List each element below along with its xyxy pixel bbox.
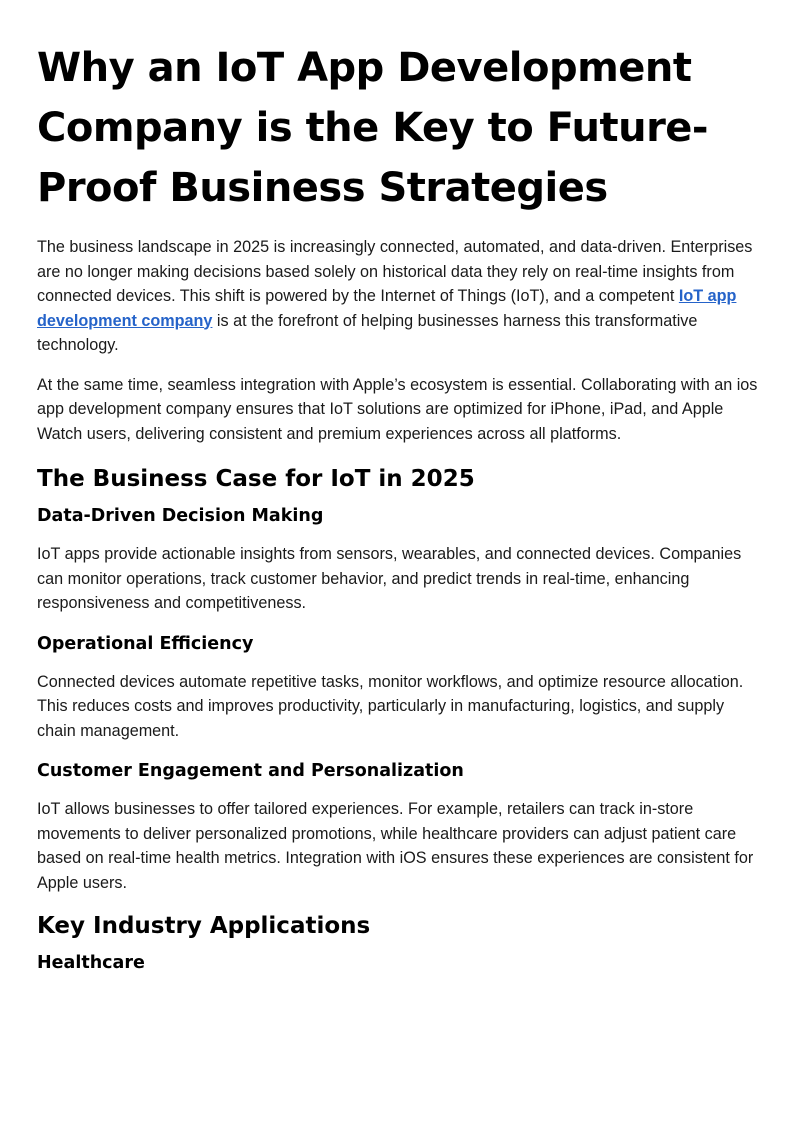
subheading-healthcare: Healthcare	[37, 953, 145, 973]
paragraph-operational-efficiency: Connected devices automate repetitive tasks, monitor workflows, and optimize resource allocation. This reduces costs and improves productivity, particularly in manufacturing, logistics, and supply chain management.	[37, 672, 744, 740]
subheading-data-driven: Data-Driven Decision Making	[37, 506, 324, 526]
page-title: Why an IoT App Development Company is the Key to Future-Proof Business Strategies	[37, 45, 709, 211]
intro-text-before-link: The business landscape in 2025 is increasingly connected, automated, and data-driven. Enterprises are no longer making decisions based solely on historical data they rely on real-time insights from connected devices. This shift is powered by the Internet of Things (IoT), and a competent	[37, 238, 753, 305]
section-heading-industry-applications: Key Industry Applications	[37, 913, 371, 939]
intro-text-after-link: is at the forefront of helping businesses harness this transformative technology.	[37, 311, 698, 354]
intro-paragraph-2: At the same time, seamless integration with Apple’s ecosystem is essential. Collaborating with an ios app development company ensures that IoT solutions are optimized for iPhone, iPad, and Apple Watch users, delivering consistent and premium experiences across all platforms.	[37, 375, 758, 443]
paragraph-data-driven: IoT apps provide actionable insights from sensors, wearables, and connected devices. Companies can monitor operations, track customer behavior, and predict trends in real-time, enhancing responsiveness and competitiveness.	[37, 545, 742, 612]
document-page	[37, 38, 759, 989]
section-heading-business-case: The Business Case for IoT in 2025	[37, 466, 475, 492]
subheading-customer-engagement: Customer Engagement and Personalization	[37, 761, 464, 781]
paragraph-customer-engagement: IoT allows businesses to offer tailored experiences. For example, retailers can track in-store movements to deliver personalized promotions, while healthcare providers can adjust patient care based on real-time health metrics. Integration with iOS ensures these experiences are consistent for Apple users.	[37, 800, 754, 892]
intro-paragraph-1	[37, 235, 759, 358]
subheading-operational-efficiency: Operational Efficiency	[37, 633, 254, 654]
iot-company-link[interactable]: IoT app development company	[37, 287, 737, 330]
